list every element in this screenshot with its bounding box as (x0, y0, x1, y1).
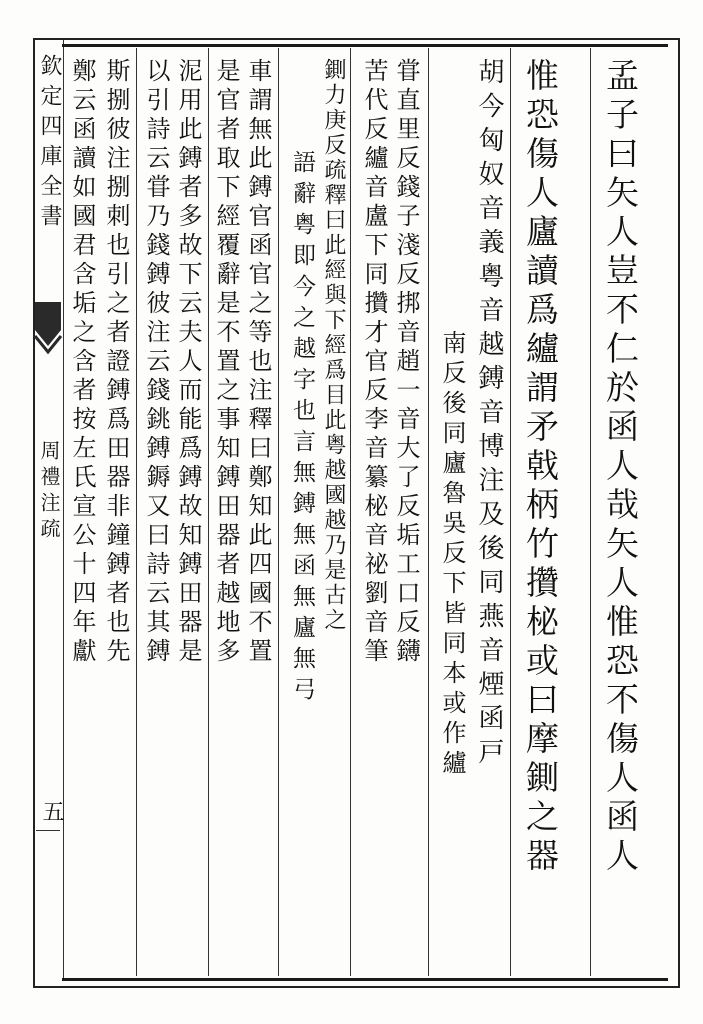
text-column-3: 胡今匈奴音義粤音越鎛音博注及後同燕音煙函戸 (474, 58, 504, 772)
text-column-14: 鄭云函讀如國君含垢之含者按左氏宣公十四年獻 (68, 58, 96, 667)
text-column-4: 南反後同廬魯吳反下皆同本或作纑 (438, 330, 466, 780)
text-column-5: 甞直里反錢子淺反挷音趙一音大了反垢工口反鑮 (392, 58, 420, 667)
text-column-9: 車謂無此鎛官函官之等也注釋曰鄭知此四國不置 (244, 58, 272, 667)
text-column-2: 惟恐傷人廬讀爲纑謂矛戟柄竹攢柲或曰摩鍘之器 (521, 58, 560, 877)
text-column-13: 斯捌彼注捌刺也引之者證鎛爲田器非鐘鎛者也先 (102, 58, 130, 667)
page-number: 五 (39, 800, 64, 822)
page-number-rule (36, 830, 60, 831)
column-rule (428, 48, 429, 976)
column-rule (208, 48, 209, 976)
fish-tail-mark (33, 300, 63, 360)
column-rule (350, 48, 351, 976)
column-rule (278, 48, 279, 976)
column-rule (590, 48, 591, 976)
text-column-8: 語辭粤即今之越字也言無鎛無函無廬無弓 (289, 150, 315, 708)
text-column-10: 是官者取下經覆辭是不置之事知鎛田器者越地多 (212, 58, 240, 667)
text-column-11: 泥用此鎛者多故下云夫人而能爲鎛故知鎛田器是 (174, 58, 202, 667)
top-rule (62, 44, 668, 47)
bottom-rule (62, 978, 668, 981)
text-column-7: 鍘力庚反疏釋曰此經與下經爲目此粤越國越乃是古之 (321, 58, 346, 633)
section-title: 周禮注疏 (37, 440, 61, 544)
book-title: 欽定四庫全書 (37, 54, 62, 234)
text-column-6: 苦代反纑音盧下同攢才官反李音纂柲音祕劉音筆 (360, 58, 388, 667)
page-border-outer (33, 38, 680, 988)
text-column-1: 孟子曰矢人豈不仁於函人哉矢人惟恐不傷人函人 (601, 58, 640, 877)
column-rule (136, 48, 137, 976)
text-column-12: 以引詩云甞乃錢鎛彼注云錢銚鎛鎒又曰詩云其鎛 (142, 58, 170, 667)
column-rule (510, 48, 511, 976)
